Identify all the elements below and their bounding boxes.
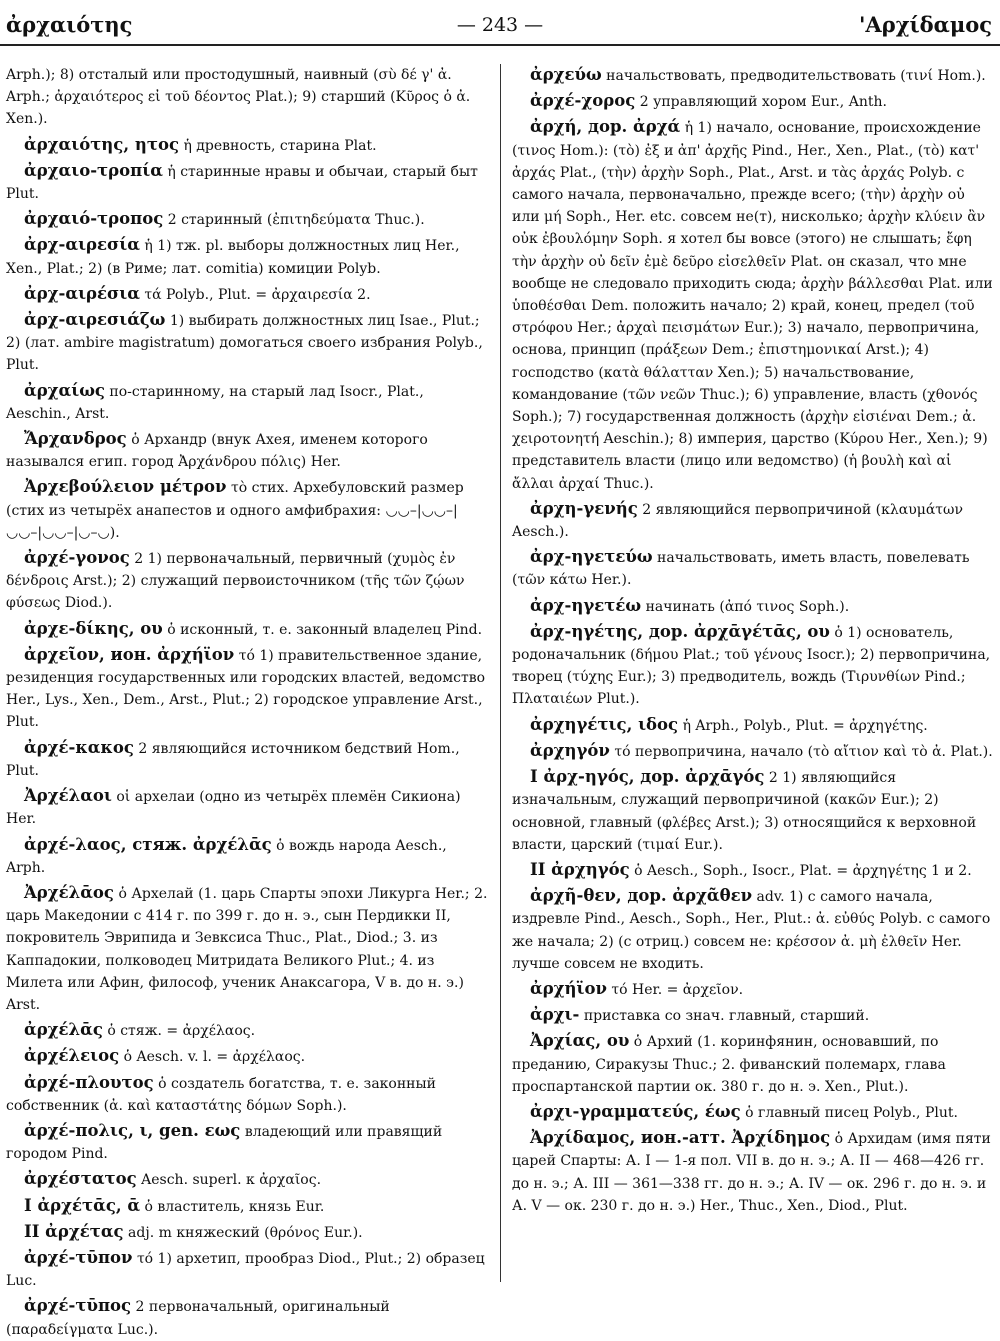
dictionary-entry xyxy=(6,428,488,473)
entry-definition: τό Her. = ἀρχεῖον. xyxy=(611,981,744,998)
entry-headword: ἀρχέ-τῡπον xyxy=(24,1247,133,1267)
entry-headword: ἀρχαιο-τροπία xyxy=(24,160,163,180)
entry-headword: ἀρχέ-τῡπος xyxy=(24,1296,132,1316)
entry-headword: ἀρχ-αιρέσια xyxy=(24,283,140,303)
dictionary-entry xyxy=(512,1004,994,1027)
dictionary-entry xyxy=(512,766,994,856)
entry-definition: τὸ стих. Архебуловский размер (стих из четырёх анапестов и одного амфибрахия: ◡◡–|◡◡–|◡◡–|◡◡–|◡–◡). xyxy=(6,480,464,541)
dictionary-entry xyxy=(6,234,488,279)
dictionary-entry xyxy=(512,595,994,618)
entry-headword: ἀρχ-ηγετέω xyxy=(530,595,642,615)
entry-headword: ἀρχέ-λαος, стяж. ἀρχέλᾱς xyxy=(24,834,272,854)
entry-headword: Ἀρχεβούλειον μέτρον xyxy=(24,477,227,497)
entry-headword: Ἀρχέλᾱος xyxy=(24,882,114,902)
entry-headword: ἀρχ-ηγέτης, дор. ἀρχᾱγέτᾱς, ου xyxy=(530,621,830,641)
entry-headword: ἀρχη-γενής xyxy=(530,498,638,518)
entry-headword: ἀρχέστατος xyxy=(24,1169,137,1189)
dictionary-entry xyxy=(6,380,488,425)
entry-definition: 2 старинный (ἐπιτηδεύματα Thuc.). xyxy=(167,212,425,229)
entry-headword: ἀρχ-αιρεσιάζω xyxy=(24,310,166,330)
entry-definition: adj. m княжеский (θρόνος Eur.). xyxy=(128,1224,363,1241)
entry-definition: ὁ Aesch., Soph., Isocr., Plat. = ἀρχηγέτης 1 и 2. xyxy=(634,862,972,879)
dictionary-entry xyxy=(6,1019,488,1042)
dictionary-entry xyxy=(6,1221,488,1244)
entry-definition: ὁ стяж. = ἀρχέλαος. xyxy=(107,1023,256,1040)
entry-headword: ἀρχαιότης, ητος xyxy=(24,134,179,154)
entry-headword: ἀρχεύω xyxy=(530,65,602,84)
entry-headword: ἀρχέλειος xyxy=(24,1046,120,1066)
entry-definition: τό 1) правительственное здание, резиденция государственных или городских властей, ведомство Her., Lys., Xen., Dem., Arst., Plut.; 2) городское управление Arst., Plut. xyxy=(6,647,486,731)
entry-headword: ἀρχεῖον, ион. ἀρχήϊον xyxy=(24,644,235,664)
entry-definition: 2 являющийся источником бедствий Hom., Plut. xyxy=(6,740,460,779)
dictionary-entry xyxy=(512,90,994,113)
entry-definition: ἡ Arph., Polyb., Plut. = ἀρχηγέτης. xyxy=(682,717,928,734)
entry-headword: ἀρχέ-γονος xyxy=(24,548,130,568)
dictionary-entry xyxy=(6,1195,488,1218)
right-column xyxy=(512,64,994,1284)
entry-headword: ἀρχαίως xyxy=(24,380,105,400)
entry-definition: ἡ 1) начало, основание, происхождение (τινος Hom.): (τὸ) ἐξ и ἀπ' ἀρχῆς Pind., Her., Xen., Plat., (τὸ) κατ' ἀρχάς Plat., (τὴν) ἀρχὴν Soph., Plat., Arst. и τὰς ἀρχάς Polyb. с самого начала, первоначально, прежде всего; (τὴν) ἀρχὴν οὐ или μή Soph., Her. etc. совсем не(т), нисколько; ἀρχὴν κλύειν ἂν οὐκ ἐβουλόμην Soph. я хотел бы вовсе (этого) не слышать; ἔφη τὴν ἀρχὴν οὐ δεῖν ἐμὲ δεῦρο εἰσελθεῖν Plat. он сказал, что мне вообще не следовало приходить сюда; ἀρχὴν βάλλεσθαι Plat. или ὑποθέσθαι Dem. положить начало; 2) край, конец, предел (τοῦ στρόφου Her.; ἀρχαὶ πεισμάτων Eur.); 3) начало, первопричина, основа, принцип (πράξεων Dem.; ἐπιστημονικαί Arst.); 4) господство (κατὰ θάλατταν Xen.); 5) начальствование, командование (τῶν νεῶν Thuc.); 6) управление, власть (χθονός Soph.); 7) государственная должность (ἀρχὴν εἰσιέναι Dem.; ἀ. χειροτονητή Aeschin.); 8) империя, царство (Κύρου Her., Xen.); 9) представитель власти (лицо или ведомство) (ἡ βουλὴ καὶ αἱ ἄλλαι ἀρχαί Thuc.). xyxy=(512,120,993,492)
entry-headword: ἀρχέ-πλουτος xyxy=(24,1072,154,1092)
entry-headword: ἀρχή, дор. ἀρχά xyxy=(530,117,681,137)
dictionary-entry xyxy=(6,834,488,879)
entry-definition: ὁ создатель богатства, т. е. законный собственник (ἀ. καὶ καταστάτης δόμων Soph.). xyxy=(6,1075,436,1114)
entry-headword: I ἀρχ-ηγός, дор. ἀρχᾱγός xyxy=(530,767,765,787)
entry-definition: τό 1) архетип, прообраз Diod., Plut.; 2) образец Luc. xyxy=(6,1250,485,1290)
dictionary-entry xyxy=(512,714,994,737)
entry-definition: начальствовать, иметь власть, повелевать (τῶν κάτω Her.). xyxy=(512,550,970,589)
dictionary-entry xyxy=(6,134,488,157)
entry-headword: ἀρχ-ηγετεύω xyxy=(530,547,653,567)
entry-definition: начинать (ἀπό τινος Soph.). xyxy=(645,598,850,615)
entry-definition: начальствовать, предводительствовать (τινί Hom.). xyxy=(606,68,986,84)
entry-definition: ἡ древность, старина Plat. xyxy=(183,137,377,154)
entry-definition: 2 1) первоначальный, первичный (χυμὸς ἐν δένδροις Arst.); 2) служащий первоисточником (τῆς τῶν ζῴων φύσεως Diod.). xyxy=(6,551,465,612)
entry-headword: ἀρχηγόν xyxy=(530,740,610,760)
entry-definition: ὁ главный писец Polyb., Plut. xyxy=(745,1104,958,1121)
entry-definition: ὁ вождь народа Aesch., Arph. xyxy=(6,837,447,876)
entry-headword: ἀρχι-γραμματεύς, έως xyxy=(530,1101,741,1121)
entry-definition: οἱ архелаи (одно из четырёх племён Сикиона) Her. xyxy=(6,789,461,828)
entry-definition: ὁ Архидам (имя пяти царей Спарты: А. I — 1-я пол. VII в. до н. э.; А. II — 468—426 гг. до н. э.; А. III — 361—338 гг. до н. э.; А. IV — ок. 296 г. до н. э. и А. V — ок. 230 г. до н. э.) Her., Thuc., Xen., Diod., Plut. xyxy=(512,1131,991,1214)
entry-definition: ὁ Aesch. v. l. = ἀρχέλαος. xyxy=(123,1049,306,1066)
dictionary-entry xyxy=(512,859,994,882)
entry-definition: τά Polyb., Plut. = ἀρχαιρεσία 2. xyxy=(144,286,371,303)
dictionary-entry xyxy=(512,546,994,591)
entry-definition: τό первопричина, начало (τὸ αἴτιον καὶ τὸ ἀ. Plat.). xyxy=(614,743,993,760)
dictionary-entry xyxy=(6,309,488,377)
dictionary-entry xyxy=(512,498,994,543)
dictionary-entry xyxy=(6,644,488,734)
entry-definition: Aesch. superl. к ἀρχαῖος. xyxy=(141,1172,322,1189)
dictionary-entry xyxy=(6,785,488,830)
entry-headword: ἀρχι- xyxy=(530,1005,580,1025)
entry-headword: ἀρχήϊον xyxy=(530,978,607,998)
entry-headword: ἀρχ-αιρεσία xyxy=(24,235,140,255)
entry-definition: Arph.); 8) отсталый или простодушный, наивный (σὺ δέ γ' ἀ. Arph.; ἀρχαιότερος εἰ τοῦ δέοντος Plat.); 9) старший (Κῦρος ὁ ἀ. Xen.). xyxy=(6,67,471,128)
dictionary-entry xyxy=(6,882,488,1016)
entry-headword: Ἀρχίας, ου xyxy=(530,1031,630,1051)
entry-definition: приставка со знач. главный, старший. xyxy=(583,1008,870,1025)
entry-definition: ὁ Архелай (1. царь Спарты эпохи Ликурга Her.; 2. царь Македонии с 414 г. по 399 г. до н. э., сын Пердикки II, покровитель Эврипида и Зевксиса Thuc., Plat., Diod.; 3. из Каппадокии, полководец Митридата Великого Plut.; 4. из Милета или Афин, философ, ученик Анаксагора, V в. до н. э.) Arst. xyxy=(6,885,488,1013)
dictionary-entry xyxy=(6,64,488,131)
entry-definition: по-старинному, на старый лад Isocr., Plat., Aeschin., Arst. xyxy=(6,383,424,422)
dictionary-entry xyxy=(6,476,488,544)
entry-headword: Ἀρχέλαοι xyxy=(24,786,112,806)
entry-headword: ἀρχέ-χορος xyxy=(530,91,636,111)
header-rule xyxy=(0,44,1000,46)
entry-definition: ὁ исконный, т. е. законный владелец Pind. xyxy=(167,621,483,638)
entry-definition: ἡ старинные нравы и обычаи, старый быт Plut. xyxy=(6,163,478,203)
left-column xyxy=(6,64,488,1338)
dictionary-entry xyxy=(512,1030,994,1098)
entry-definition: ὁ Архандр (внук Ахея, именем которого назывался егип. город Ἀρχάνδρου πόλις) Her. xyxy=(6,432,428,471)
entry-definition: 2 являющийся первопричиной (κλαυμάτων Aesch.). xyxy=(512,501,963,541)
entry-definition: ὁ властитель, князь Eur. xyxy=(144,1198,325,1215)
dictionary-entry xyxy=(512,740,994,763)
page-header xyxy=(0,0,1000,42)
entry-headword: ἀρχέ-πολις, ι, gen. εως xyxy=(24,1120,241,1140)
entry-headword: ἀρχέλᾱς xyxy=(24,1020,103,1040)
entry-definition: владеющий или правящий городом Pind. xyxy=(6,1123,443,1163)
entry-headword: ἀρχε-δίκης, ου xyxy=(24,618,163,638)
dictionary-entry xyxy=(6,618,488,641)
entry-definition: 2 управляющий хором Eur., Anth. xyxy=(639,94,887,111)
header-left-word: ἀρχαιότης xyxy=(6,12,133,37)
entry-definition: 2 первоначальный, оригинальный (παραδείγματα Luc.). xyxy=(6,1299,390,1338)
dictionary-entry xyxy=(6,160,488,205)
dictionary-entry xyxy=(6,1072,488,1117)
entry-definition: 1) выбирать должностных лиц Isae., Plut.; 2) (лат. ambire magistratum) домогаться своего избрания Polyb., Plut. xyxy=(6,313,483,374)
dictionary-entry xyxy=(512,1127,994,1217)
header-right-word: 'Αρχίδαμος xyxy=(859,12,992,37)
dictionary-entry xyxy=(6,1295,488,1340)
dictionary-entry xyxy=(6,1045,488,1068)
dictionary-entry xyxy=(6,1247,488,1292)
entry-definition: adv. 1) с самого начала, издревле Pind., Aesch., Soph., Her., Plut.: ἀ. εὐθύς Polyb. с самого же начала; 2) (с отриц.) совсем не: κρέσσον ἀ. μὴ ἐλθεῖν Her. лучше совсем не входить. xyxy=(512,889,991,972)
entry-definition: ὁ Архий (1. коринфянин, основавший, по преданию, Сиракузы Thuc.; 2. фиванский полемарх, глава проспартанской партии ок. 380 г. до н. э. Xen., Plut.). xyxy=(512,1034,946,1095)
dictionary-entry xyxy=(512,64,994,87)
entry-definition: ἡ 1) тж. pl. выборы должностных лиц Her., Xen., Plat.; 2) (в Риме; лат. comitia) комиции Polyb. xyxy=(6,238,460,277)
entry-headword: ἀρχέ-κακος xyxy=(24,737,134,757)
dictionary-entry xyxy=(512,978,994,1001)
dictionary-entry xyxy=(512,1101,994,1124)
column-divider xyxy=(500,64,501,1282)
dictionary-entry xyxy=(512,621,994,711)
dictionary-entry xyxy=(6,208,488,231)
dictionary-entry xyxy=(6,283,488,306)
entry-definition: ὁ 1) основатель, родоначальник (δήμου Plat.; τοῦ γένους Isocr.); 2) первопричина, творец (τύχης Eur.); 3) предводитель, вождь (Τιρυνθίων Pind.; Πλαταιέων Plut.). xyxy=(512,624,991,708)
dictionary-entry xyxy=(512,885,994,975)
entry-headword: ἀρχῆ-θεν, дор. ἀρχᾶθεν xyxy=(530,886,753,906)
entry-headword: ἀρχηγέτις, ιδος xyxy=(530,714,679,734)
dictionary-entry xyxy=(6,737,488,782)
dictionary-entry xyxy=(6,1168,488,1191)
entry-headword: Ἄρχανδρος xyxy=(24,429,127,449)
dictionary-entry xyxy=(512,116,994,494)
entry-headword: II ἀρχέτας xyxy=(24,1221,124,1241)
entry-definition: 2 1) являющийся изначальным, служащий первопричиной (κακῶν Eur.); 2) основной, главный (φλέβες Arst.); 3) относящийся к верховной власти, царский (τιμαί Eur.). xyxy=(512,770,977,853)
entry-headword: I ἀρχέτᾱς, ᾱ xyxy=(24,1195,141,1215)
entry-headword: ἀρχαιό-τροπος xyxy=(24,209,164,229)
page-number: — 243 — xyxy=(456,14,544,36)
dictionary-entry xyxy=(6,547,488,615)
entry-headword: II ἀρχηγός xyxy=(530,859,630,879)
dictionary-entry xyxy=(6,1120,488,1165)
entry-headword: Ἀρχίδαμος, ион.-атт. Ἀρχίδημος xyxy=(530,1128,831,1148)
